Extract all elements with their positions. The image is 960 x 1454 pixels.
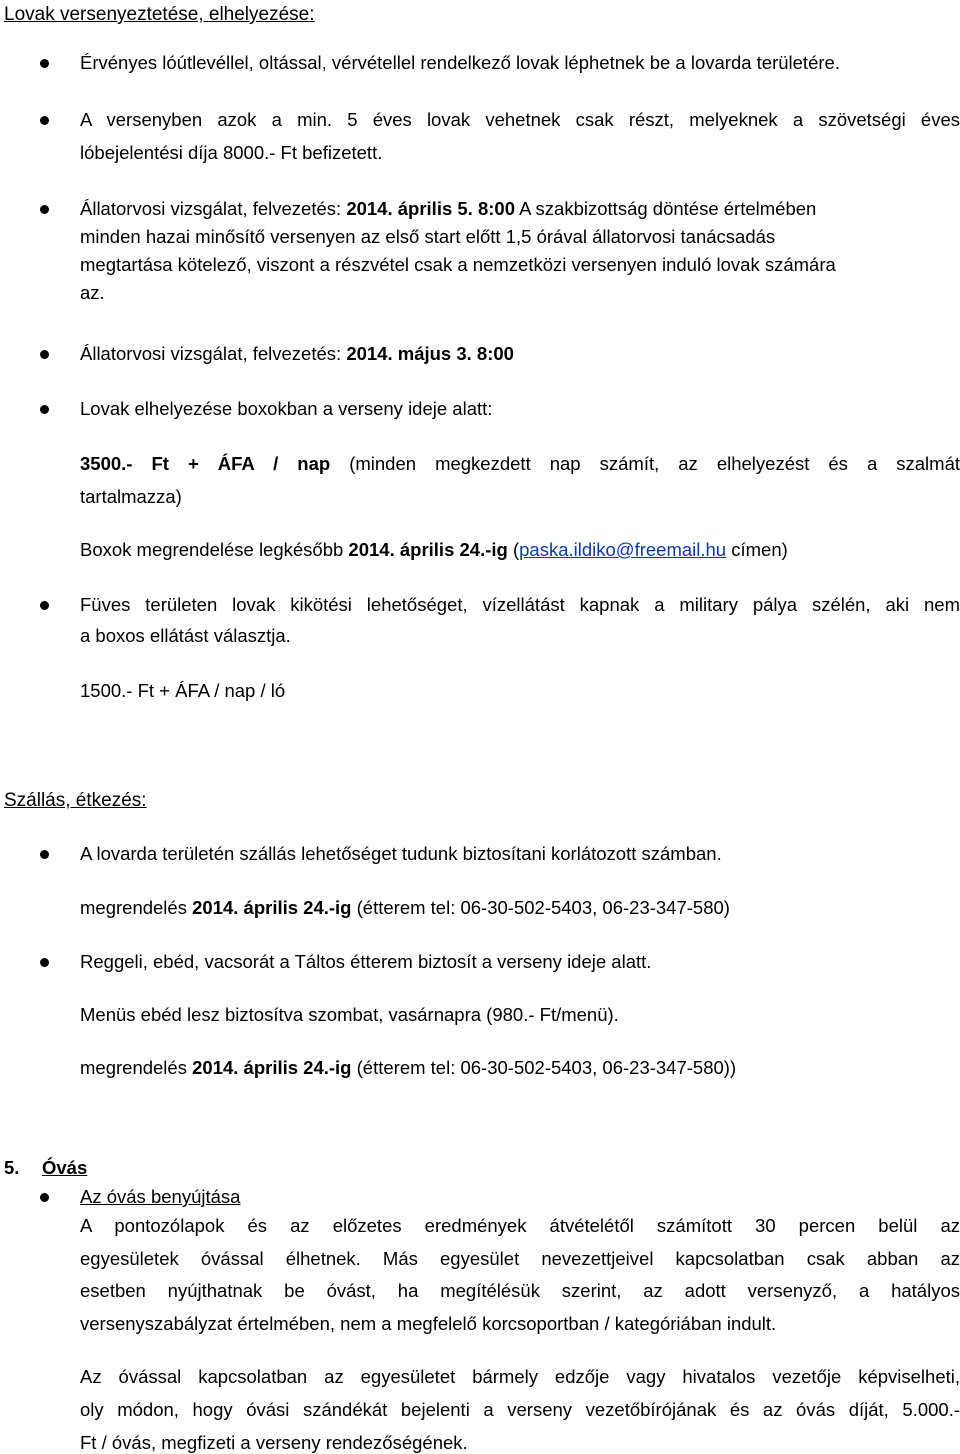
section-heading-lodging: Szállás, étkezés: [4,790,147,811]
box-price-line-2: tartalmazza) [80,486,182,507]
horses-item-3-line-2: minden hazai minősítő versenyen az első start előtt 1,5 órával állatorvosi tanácsadás [80,226,776,247]
section-number: 5. [4,1157,20,1178]
horses-item-3-line-3: megtartása kötelező, viszont a részvétel csak a nemzetközi versenyen induló lovak számára [80,254,836,275]
bullet [40,601,49,610]
protest-para-2-line-3: Ft / óvás, megfizeti a verseny rendezőségének. [80,1432,468,1453]
protest-para-2-line-2: oly módon, hogy óvási szándékát bejelenti a verseny vezetőbírójának és az óvás díját, 5.000.- [80,1399,960,1420]
horses-item-4 [80,345,514,364]
order-label: megrendelés [80,1057,193,1078]
lodging-item-1: A lovarda területén szállás lehetőséget tudunk biztosítani korlátozott számban. [80,843,722,864]
lodging-item-2: Reggeli, ebéd, vacsorát a Táltos étterem biztosít a verseny ideje alatt. [80,951,652,972]
horses-item-6-line-1: Füves területen lovak kikötési lehetőséget, vízellátást kapnak a military pálya szélén, aki nem [80,594,960,615]
email-link[interactable]: paska.ildiko@freemail.hu [519,539,727,560]
protest-para-1-line-1: A pontozólapok és az előzetes eredmények átvételétől számított 30 percen belül az [80,1215,960,1236]
box-order-line [80,541,788,560]
section-heading-horses: Lovak versenyeztetése, elhelyezése: [4,4,315,25]
bullet [40,59,49,68]
bullet [40,116,49,125]
bullet [40,350,49,359]
protest-para-1-line-4: versenyszabályzat értelmében, nem a megfelelő korcsoportban / kategóriában indult. [80,1313,777,1334]
vet-check-label: Állatorvosi vizsgálat, felvezetés: [80,198,347,219]
horses-item-3-line-4: az. [80,282,105,303]
box-order-label: Boxok megrendelése legkésőbb [80,539,349,560]
section-heading-protest: Óvás [42,1157,88,1178]
protest-para-1-line-2: egyesületek óvással élhetnek. Más egyesület nevezettjeivel kapcsolatban csak abban az [80,1248,960,1269]
tether-price: 1500.- Ft + ÁFA / nap / ló [80,680,286,701]
box-order-deadline: 2014. április 24.-ig [348,539,508,560]
protest-subheading: Az óvás benyújtása [80,1186,241,1207]
vet-check-date: 2014. április 5. 8:00 [346,198,515,219]
vet-check-note: A szakbizottság döntése értelmében [514,198,817,219]
box-price-note: (minden megkezdett nap számít, az elhelyezést és a szalmát [330,453,960,474]
lodging-menu: Menüs ebéd lesz biztosítva szombat, vasárnapra (980.- Ft/menü). [80,1004,619,1025]
box-order-open: ( [507,539,520,560]
horses-item-5: Lovak elhelyezése boxokban a verseny ideje alatt: [80,398,493,419]
lodging-order-1 [80,899,730,918]
horses-item-1: Érvényes lóútlevéllel, oltással, vérvétellel rendelkező lovak léphetnek be a lovarda területére. [80,52,840,73]
horses-item-2-line-1: A versenyben azok a min. 5 éves lovak vehetnek csak részt, melyeknek a szövetségi éves [80,109,960,130]
bullet [40,850,49,859]
horses-item-6-line-2: a boxos ellátást választja. [80,625,291,646]
box-order-close: címen) [726,539,788,560]
order-contact: (étterem tel: 06-30-502-5403, 06-23-347-580)) [351,1057,737,1078]
bullet [40,205,49,214]
protest-para-2-line-1: Az óvással kapcsolatban az egyesületet bármely edzője vagy hivatalos vezetője képviselheti, [80,1366,960,1387]
order-deadline: 2014. április 24.-ig [192,897,352,918]
lodging-order-2 [80,1059,736,1078]
vet-check-label: Állatorvosi vizsgálat, felvezetés: [80,343,347,364]
horses-item-2-line-2: lóbejelentési díja 8000.- Ft befizetett. [80,142,383,163]
box-price-line-1 [80,455,960,474]
bullet [40,405,49,414]
vet-check-date: 2014. május 3. 8:00 [346,343,514,364]
box-price: 3500.- Ft + ÁFA / nap [80,453,331,474]
bullet [40,958,49,967]
order-deadline: 2014. április 24.-ig [192,1057,352,1078]
horses-item-3-line-1 [80,200,816,219]
order-contact: (étterem tel: 06-30-502-5403, 06-23-347-580) [351,897,730,918]
bullet [40,1193,49,1202]
order-label: megrendelés [80,897,193,918]
protest-para-1-line-3: esetben nyújthatnak be óvást, ha megítélésük szerint, az adott versenyző, a hatályos [80,1280,960,1301]
